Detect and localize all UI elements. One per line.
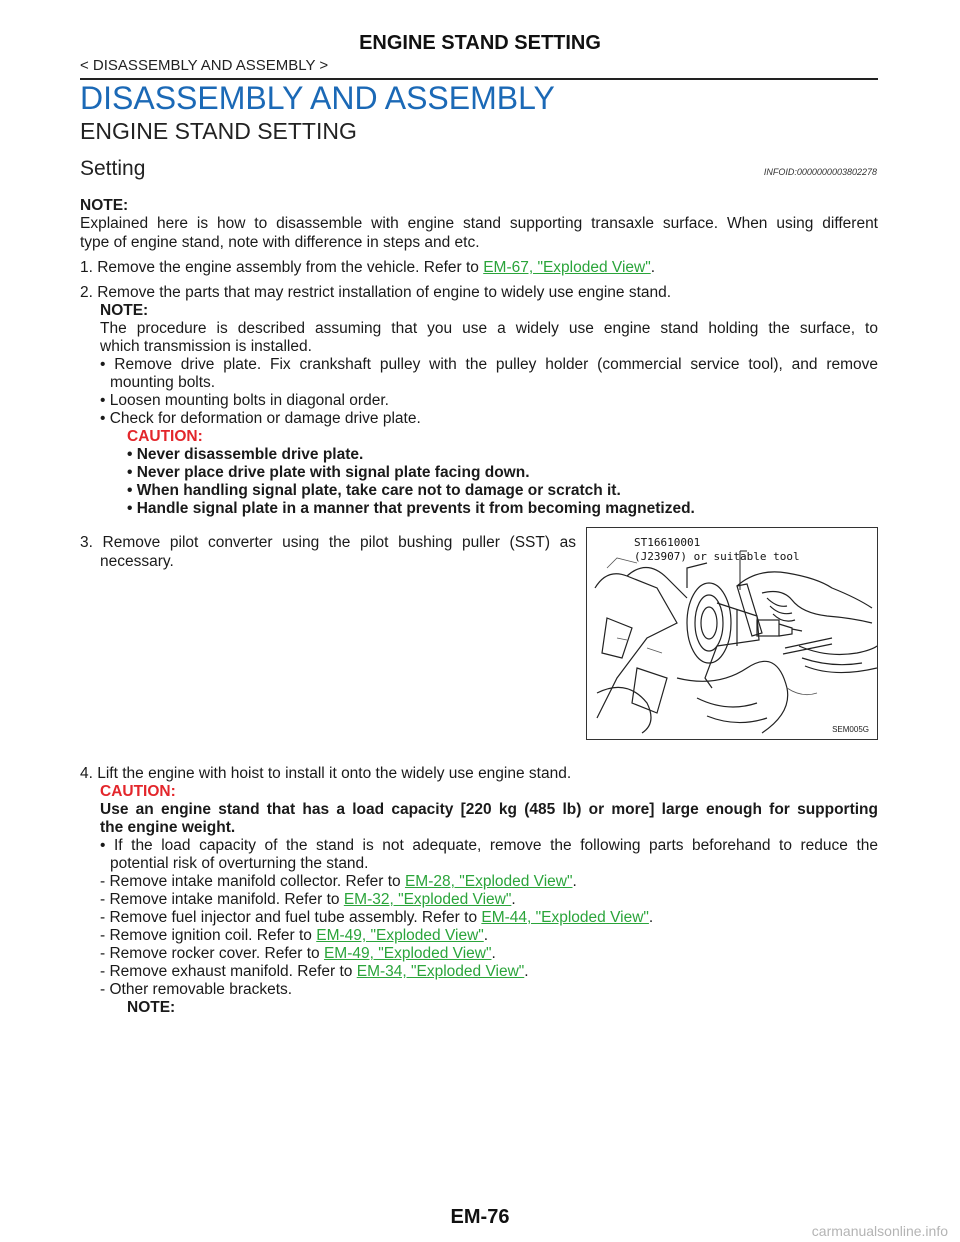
step-1-text: 1. Remove the engine assembly from the vehicle. Refer to [80, 259, 484, 276]
info-id: INFOID:0000000003802278 [763, 167, 877, 177]
link-em-34[interactable]: EM-34, "Exploded View" [356, 963, 525, 980]
caution-label: CAUTION: [127, 428, 203, 445]
note-text-line: Explained here is how to disassemble with engine stand supporting transaxle surface. When using different [80, 215, 878, 232]
removal-item-text: - Remove ignition coil. Refer to [100, 927, 317, 944]
removal-item [100, 944, 496, 963]
tool-label: ST16610001 [634, 536, 701, 549]
punctuation: . [524, 963, 529, 980]
subsection-title: ENGINE STAND SETTING [80, 118, 357, 144]
setting-title: Setting [80, 157, 146, 180]
caution-item: • When handling signal plate, take care not to damage or scratch it. [127, 482, 621, 499]
page-number: EM-76 [450, 1206, 510, 1228]
step-3-line: 3. Remove pilot converter using the pilot bushing puller (SST) as [80, 534, 576, 551]
punctuation: . [511, 891, 516, 908]
removal-item-text: - Remove fuel injector and fuel tube assembly. Refer to [100, 909, 482, 926]
pilot-bushing-puller-illustration [586, 527, 878, 740]
step-4: 4. Lift the engine with hoist to install it onto the widely use engine stand. [80, 765, 572, 782]
removal-item [100, 962, 529, 981]
bullet-item-cont: mounting bolts. [110, 374, 216, 391]
removal-item-text: - Remove intake manifold. Refer to [100, 891, 344, 908]
removal-item [100, 872, 577, 891]
removal-item-text: - Remove intake manifold collector. Refer to [100, 873, 405, 890]
punctuation: . [491, 945, 496, 962]
caution-text-line: Use an engine stand that has a load capacity [220 kg (485 lb) or more] large enough for supporting [100, 801, 878, 818]
watermark: carmanualsonline.info [811, 1223, 948, 1239]
note-label: NOTE: [127, 999, 176, 1016]
caution-text-line: the engine weight. [100, 819, 236, 836]
removal-item [100, 908, 653, 927]
step-2-note-label: NOTE: [100, 302, 149, 319]
bullet-item: • If the load capacity of the stand is not adequate, remove the following parts beforehand to reduce the [100, 837, 878, 854]
removal-item-text: - Remove rocker cover. Refer to [100, 945, 324, 962]
link-em-44[interactable]: EM-44, "Exploded View" [481, 909, 649, 926]
caution-item: • Never place drive plate with signal plate facing down. [127, 464, 530, 481]
note-label: NOTE: [80, 197, 129, 214]
punctuation: . [483, 927, 489, 944]
caution-label: CAUTION: [100, 783, 176, 800]
punctuation: . [650, 259, 656, 276]
page-header-title: ENGINE STAND SETTING [359, 32, 601, 54]
caution-item: • Handle signal plate in a manner that prevents it from becoming magnetized. [127, 500, 695, 517]
link-em-32[interactable]: EM-32, "Exploded View" [343, 891, 512, 908]
caution-item: • Never disassemble drive plate. [127, 446, 364, 463]
section-title: DISASSEMBLY AND ASSEMBLY [80, 80, 555, 116]
link-em-67[interactable]: EM-67, "Exploded View" [483, 259, 651, 276]
removal-item [100, 890, 516, 909]
removal-item [100, 980, 292, 999]
bullet-item: • Remove drive plate. Fix crankshaft pulley with the pulley holder (commercial service tool), and remove [100, 356, 878, 373]
removal-item-text: - Other removable brackets. [100, 981, 293, 998]
note-text-line: type of engine stand, note with difference in steps and etc. [80, 234, 480, 251]
bullet-item-cont: potential risk of overturning the stand. [110, 855, 369, 872]
step-2-note-line: The procedure is described assuming that you use a widely use engine stand holding the surface, to [100, 320, 878, 337]
link-em-49-rocker[interactable]: EM-49, "Exploded View" [323, 945, 492, 962]
punctuation: . [648, 909, 654, 926]
step-3-line: necessary. [100, 553, 174, 570]
bullet-item: • Loosen mounting bolts in diagonal order. [100, 392, 389, 409]
step-2: 2. Remove the parts that may restrict installation of engine to widely use engine stand. [80, 284, 672, 301]
removal-item-text: - Remove exhaust manifold. Refer to [100, 963, 357, 980]
step-2-note-line: which transmission is installed. [100, 338, 312, 355]
figure-code: SEM005G [832, 725, 869, 734]
step-1 [80, 258, 655, 277]
breadcrumb: < DISASSEMBLY AND ASSEMBLY > [80, 57, 329, 74]
bullet-item: • Check for deformation or damage drive plate. [100, 410, 421, 427]
punctuation: . [572, 873, 577, 890]
tool-label: (J23907) or suitable tool [634, 550, 800, 563]
link-em-28[interactable]: EM-28, "Exploded View" [404, 873, 573, 890]
removal-item [100, 926, 488, 945]
link-em-49-ignition[interactable]: EM-49, "Exploded View" [316, 927, 484, 944]
